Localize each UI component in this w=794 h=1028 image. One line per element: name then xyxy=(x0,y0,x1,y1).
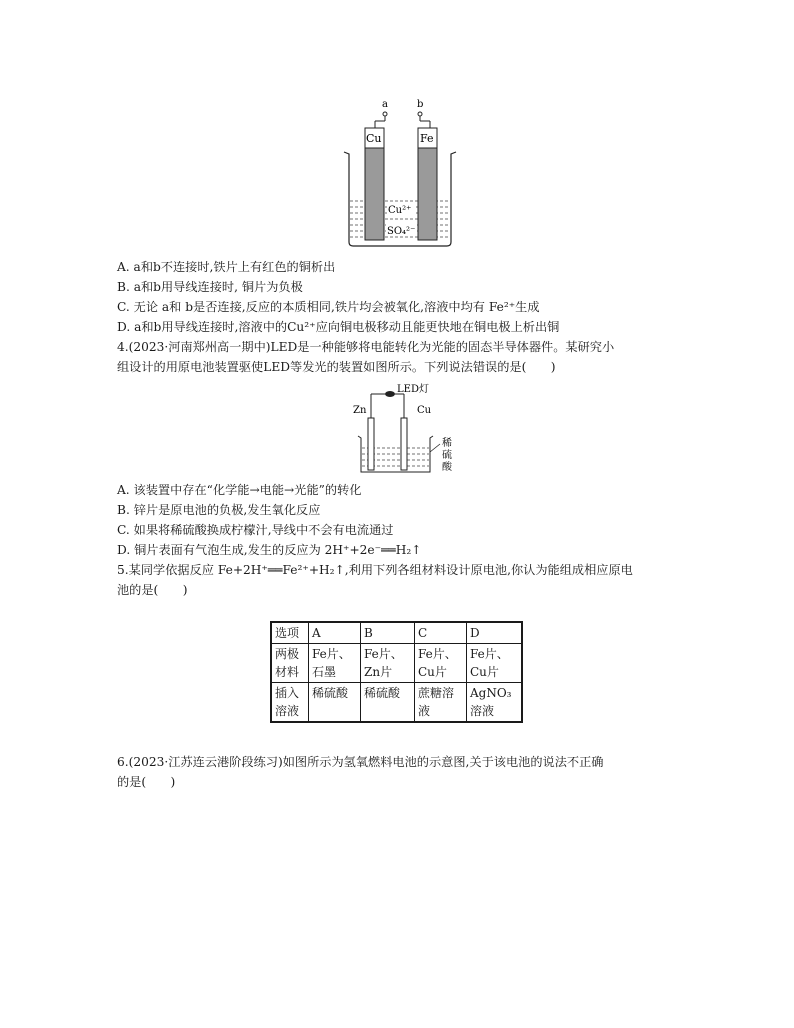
table-cell: Fe片、Cu片 xyxy=(415,644,467,683)
table-row xyxy=(271,683,522,723)
q5-stem-line2: 池的是( ) xyxy=(117,583,188,597)
acid-label-1: 稀 xyxy=(442,438,452,449)
table-row xyxy=(271,622,522,644)
led-bulb xyxy=(385,391,395,397)
acid-label-2: 硫 xyxy=(442,450,452,461)
terminal-b xyxy=(418,112,422,116)
table-cell: AgNO₃溶液 xyxy=(467,683,523,723)
sulfate-ion-label: SO₄²⁻ xyxy=(387,226,416,237)
zn-label: Zn xyxy=(353,405,367,416)
table-cell: Fe片、Cu片 xyxy=(467,644,523,683)
cu-label: Cu xyxy=(417,405,432,416)
table-cell: Fe片、Zn片 xyxy=(361,644,415,683)
q5-options-table xyxy=(270,621,523,723)
q3-option-d: D. a和b用导线连接时,溶液中的Cu²⁺应向铜电极移动且能更快地在铜电极上析出铜 xyxy=(117,320,560,334)
terminal-b-label: b xyxy=(417,99,424,110)
q4-stem-line1: 4.(2023·河南郑州高一期中)LED是一种能够将电能转化为光能的固态半导体器件。某研究小 xyxy=(117,340,615,354)
table-cell: A xyxy=(309,622,361,644)
terminal-a xyxy=(383,112,387,116)
q3-option-c: C. 无论 a和 b是否连接,反应的本质相同,铁片均会被氧化,溶液中均有 Fe²⁺生成 xyxy=(117,300,540,314)
zn-electrode xyxy=(368,418,374,470)
cu-fe-cell-figure xyxy=(340,96,460,252)
q4-stem-line2: 组设计的用原电池装置驱使LED等发光的装置如图所示。下列说法错误的是( ) xyxy=(117,360,556,374)
table-cell: 稀硫酸 xyxy=(361,683,415,723)
cu-ion-label: Cu²⁺ xyxy=(388,205,412,216)
acid-label-3: 酸 xyxy=(442,462,452,473)
q4-option-b: B. 锌片是原电池的负极,发生氧化反应 xyxy=(117,503,321,517)
table-row xyxy=(271,644,522,683)
terminal-a-label: a xyxy=(382,99,388,110)
q6-stem-line1: 6.(2023·江苏连云港阶段练习)如图所示为氢氧燃料电池的示意图,关于该电池的说法不正确 xyxy=(117,755,604,769)
cu-electrode-label: Cu xyxy=(366,132,382,145)
fe-electrode-label: Fe xyxy=(420,132,434,145)
table-cell: 蔗糖溶液 xyxy=(415,683,467,723)
q4-option-d: D. 铜片表面有气泡生成,发生的反应为 2H⁺+2e⁻══H₂↑ xyxy=(117,543,422,557)
q3-option-a: A. a和b不连接时,铁片上有红色的铜析出 xyxy=(117,260,336,274)
table-cell: D xyxy=(467,622,523,644)
table-cell: Fe片、石墨 xyxy=(309,644,361,683)
cu-electrode xyxy=(401,418,407,470)
q6-stem-line2: 的是( ) xyxy=(117,775,176,789)
table-cell: 稀硫酸 xyxy=(309,683,361,723)
table-cell: 两极材料 xyxy=(271,644,309,683)
q4-option-c: C. 如果将稀硫酸换成柠檬汁,导线中不会有电流通过 xyxy=(117,523,394,537)
led-cell-figure xyxy=(352,378,464,476)
led-label: LED灯 xyxy=(397,384,429,395)
table-cell: 插入溶液 xyxy=(271,683,309,723)
table-cell: B xyxy=(361,622,415,644)
q4-option-a: A. 该装置中存在“化学能→电能→光能”的转化 xyxy=(117,483,362,497)
q5-stem-line1: 5.某同学依据反应 Fe+2H⁺══Fe²⁺+H₂↑,利用下列各组材料设计原电池,你认为能组成相应原电 xyxy=(117,563,633,577)
table-cell: C xyxy=(415,622,467,644)
q3-option-b: B. a和b用导线连接时, 铜片为负极 xyxy=(117,280,303,294)
table-cell: 选项 xyxy=(271,622,309,644)
